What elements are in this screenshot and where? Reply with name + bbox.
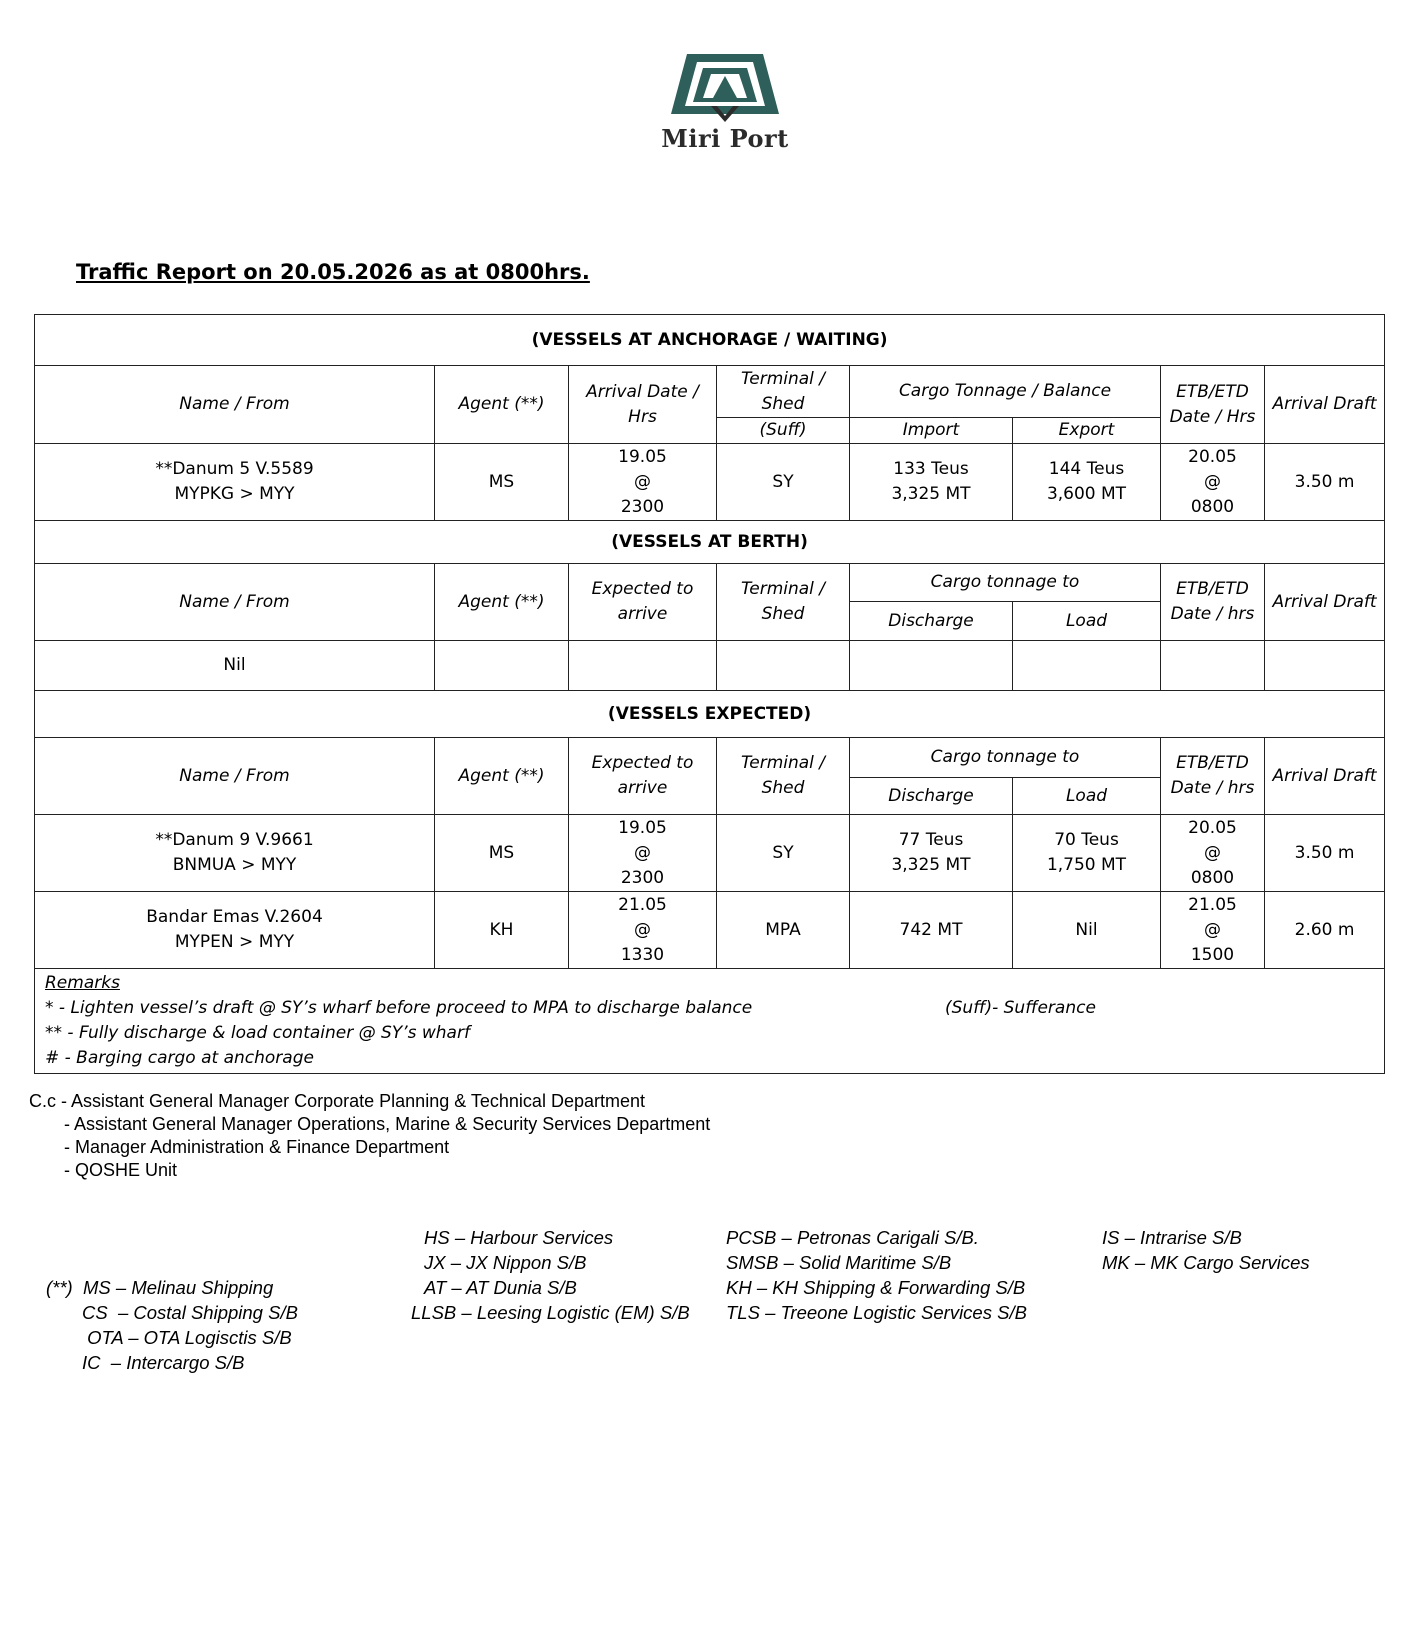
vessel-agent: KH	[435, 892, 569, 969]
vessel-etb: 20.05 @ 0800	[1161, 444, 1265, 521]
header-expected: Expected to arrive	[569, 738, 717, 815]
vessel-etb: 20.05 @ 0800	[1161, 815, 1265, 892]
vessel-terminal: SY	[717, 444, 850, 521]
vessel-etb: 21.05 @ 1500	[1161, 892, 1265, 969]
cc-line-2: - Assistant General Manager Operations, Marine & Security Services Department	[64, 1114, 711, 1134]
legend-column-4: IS – Intrarise S/B MK – MK Cargo Services	[1102, 1227, 1310, 1273]
header-terminal: Terminal / Shed	[717, 366, 850, 418]
vessel-load: 70 Teus 1,750 MT	[1013, 815, 1161, 892]
vessel-expected: 19.05 @ 2300	[569, 815, 717, 892]
header-terminal: Terminal / Shed	[717, 564, 850, 641]
cc-list	[29, 1090, 710, 1182]
remarks-box	[35, 969, 1385, 1074]
header-draft: Arrival Draft	[1265, 738, 1385, 815]
traffic-table	[34, 314, 1385, 1074]
section-berth-title: (VESSELS AT BERTH)	[35, 521, 1385, 564]
remarks-line-3: # - Barging cargo at anchorage	[45, 1048, 314, 1068]
header-name-from: Name / From	[35, 366, 435, 444]
remarks-line-2: ** - Fully discharge & load container @ SY’s wharf	[45, 1023, 470, 1043]
header-arrival: Arrival Date / Hrs	[569, 366, 717, 444]
header-cargo: Cargo tonnage to	[850, 564, 1161, 602]
vessel-terminal: MPA	[717, 892, 850, 969]
header-name-from: Name / From	[35, 738, 435, 815]
header-load: Load	[1013, 778, 1161, 815]
vessel-import: 133 Teus 3,325 MT	[850, 444, 1013, 521]
header-agent: Agent (**)	[435, 366, 569, 444]
cc-line-3: - Manager Administration & Finance Department	[64, 1137, 450, 1157]
header-export: Export	[1013, 418, 1161, 444]
header-draft: Arrival Draft	[1265, 366, 1385, 444]
vessel-load: Nil	[1013, 892, 1161, 969]
report-title: Traffic Report on 20.05.2026 as at 0800hrs.	[76, 260, 590, 284]
header-cargo: Cargo tonnage to	[850, 738, 1161, 778]
header-agent: Agent (**)	[435, 564, 569, 641]
header-terminal-sub: (Suff)	[717, 418, 850, 444]
vessel-discharge: 77 Teus 3,325 MT	[850, 815, 1013, 892]
header-name-from: Name / From	[35, 564, 435, 641]
vessel-terminal: SY	[717, 815, 850, 892]
header-cargo: Cargo Tonnage / Balance	[850, 366, 1161, 418]
header-discharge: Discharge	[850, 778, 1013, 815]
cc-line-1: C.c - Assistant General Manager Corporate Planning & Technical Department	[29, 1091, 645, 1111]
section-expected-title: (VESSELS EXPECTED)	[35, 691, 1385, 738]
remarks-sufferance: (Suff)- Sufferance	[945, 998, 1096, 1018]
cc-line-4: - QOSHE Unit	[64, 1160, 178, 1180]
vessel-expected: 21.05 @ 1330	[569, 892, 717, 969]
section-anchorage-title: (VESSELS AT ANCHORAGE / WAITING)	[35, 315, 1385, 366]
remarks-title: Remarks	[45, 973, 120, 993]
logo-text: Miri Port	[661, 124, 789, 153]
table-row	[35, 892, 1385, 969]
vessel-draft: 2.60 m	[1265, 892, 1385, 969]
header-etb: ETB/ETD Date / Hrs	[1161, 366, 1265, 444]
header-expected: Expected to arrive	[569, 564, 717, 641]
header-etb: ETB/ETD Date / hrs	[1161, 738, 1265, 815]
legend-column-1: (**) MS – Melinau Shipping CS – Costal Shipping S/B OTA – OTA Logisctis S/B IC – Intercargo S/B	[46, 1277, 298, 1373]
header-discharge: Discharge	[850, 602, 1013, 641]
header-draft: Arrival Draft	[1265, 564, 1385, 641]
table-row	[35, 815, 1385, 892]
vessel-export: 144 Teus 3,600 MT	[1013, 444, 1161, 521]
vessel-agent: MS	[435, 444, 569, 521]
remarks-line-1: * - Lighten vessel’s draft @ SY’s wharf before proceed to MPA to discharge balance	[45, 998, 753, 1018]
vessel-arrival: 19.05 @ 2300	[569, 444, 717, 521]
vessel-name-from: Bandar Emas V.2604 MYPEN > MYY	[35, 892, 435, 969]
header-agent: Agent (**)	[435, 738, 569, 815]
legend-column-3: PCSB – Petronas Carigali S/B. SMSB – Solid Maritime S/B KH – KH Shipping & Forwarding S/B TLS – Treeone Logistic Services S/B	[726, 1227, 1027, 1323]
table-row	[35, 444, 1385, 521]
vessel-name-from: **Danum 5 V.5589 MYPKG > MYY	[35, 444, 435, 521]
header-terminal: Terminal / Shed	[717, 738, 850, 815]
legend-column-2: HS – Harbour Services JX – JX Nippon S/B AT – AT Dunia S/B LLSB – Leesing Logistic (EM) S/B	[411, 1227, 690, 1323]
berth-nil: Nil	[35, 641, 435, 691]
table-row	[35, 641, 1385, 691]
vessel-draft: 3.50 m	[1265, 815, 1385, 892]
vessel-name-from: **Danum 9 V.9661 BNMUA > MYY	[35, 815, 435, 892]
header-import: Import	[850, 418, 1013, 444]
header-load: Load	[1013, 602, 1161, 641]
vessel-agent: MS	[435, 815, 569, 892]
header-etb: ETB/ETD Date / hrs	[1161, 564, 1265, 641]
miri-port-logo-icon	[667, 50, 783, 122]
vessel-draft: 3.50 m	[1265, 444, 1385, 521]
logo	[660, 50, 790, 160]
vessel-discharge: 742 MT	[850, 892, 1013, 969]
